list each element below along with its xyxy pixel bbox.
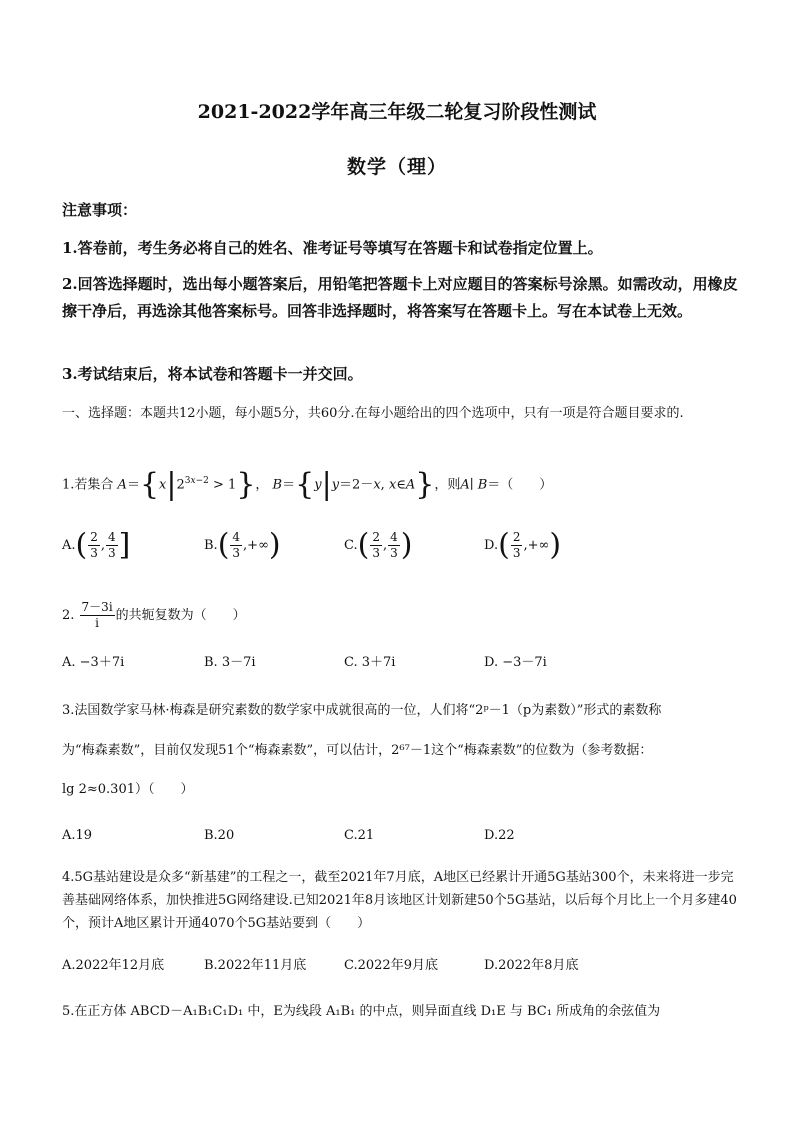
section-1-instructions: 一、选择题：本题共12小题，每小题5分，共60分.在每小题给出的四个选项中，只有一项是符合题目要求的. <box>62 406 684 421</box>
question-2: 2. $\frac{7-3i}{i}$ 的共轭复数为（ ） <box>62 600 246 630</box>
q1-blank: ＝（ ） <box>487 477 553 493</box>
q3-option-a: A.19 <box>62 828 93 843</box>
q3-line-1: 3.法国数学家马林·梅森是研究素数的数学家中成就很高的一位，人们将“2ᵖ－1（p为素数）”形式的素数称 <box>62 703 662 718</box>
q2-option-b: B. 3－7i <box>204 655 256 670</box>
q2-option-d: D. −3－7i <box>484 655 547 670</box>
q1-options <box>62 527 742 570</box>
question-1: 1.若集合 $A=\{x|2^{3x-2} > 1\}$， B＝{y|y＝2－x, x∈A}，则A∣ B＝（ ） <box>62 467 553 502</box>
note-1: 1.答卷前，考生务必将自己的姓名、准考证号等填写在答题卡和试卷指定位置上。 <box>62 239 603 257</box>
q3-option-c: C.21 <box>344 828 375 843</box>
q2-stem: 的共轭复数为（ ） <box>115 608 246 623</box>
note-3: 3.考试结束后，将本试卷和答题卡一并交回。 <box>62 365 363 383</box>
q2-option-a: A. −3＋7i <box>62 655 125 670</box>
q3-option-d: D.22 <box>484 828 515 843</box>
q3-line-3: lg 2≈0.301）（ ） <box>62 782 194 797</box>
q3-line-2: 为“梅森素数”，目前仅发现51个“梅森素数”，可以估计，2⁶⁷－1这个“梅森素数”的位数为（参考数据： <box>62 743 653 758</box>
question-4: 4.5G基站建设是众多“新基建”的工程之一，截至2021年7月底，A地区已经累计开通5G基站300个，未来将进一步完善基础网络体系，加快推进5G网络建设.已知2021年8月该地区计划新建50个5G基站，以后每个月比上一个月多建40个，预计A地区累计开通4070个5G基站要到（ ） <box>62 870 737 931</box>
q2-options <box>62 651 742 675</box>
note-2: 2.回答选择题时，选出每小题答案后，用铅笔把答题卡上对应题目的答案标号涂黑。如需改动，用橡皮擦干净后，再选涂其他答案标号。回答非选择题时，将答案写在答题卡上。写在本试卷上无效。 <box>62 275 738 320</box>
notes-heading: 注意事项： <box>62 201 138 219</box>
q1-prefix: 1.若集合 <box>62 477 114 493</box>
q4-options <box>62 954 742 978</box>
q3-options <box>62 828 742 852</box>
q4-option-c: C.2022年9月底 <box>344 958 438 973</box>
question-5: 5.在正方体 ABCD－A₁B₁C₁D₁ 中，E为线段 A₁B₁ 的中点，则异面直线 D₁E 与 BC₁ 所成角的余弦值为 <box>62 1004 661 1019</box>
q4-option-a: A.2022年12月底 <box>62 958 165 973</box>
subject-title: 数学（理） <box>346 156 447 178</box>
q2-option-c: C. 3＋7i <box>344 655 396 670</box>
q1-rest: ，则 <box>434 477 461 493</box>
q3-option-b: B.20 <box>204 828 235 843</box>
q1-option-b: B.( $\frac{4}{3}$ ,+∞) <box>204 527 281 563</box>
q1-option-a: A.( $\frac{2}{3}$ , $\frac{4}{3}$ ] <box>62 527 131 563</box>
q1-option-c: C.( $\frac{2}{3}$ , $\frac{4}{3}$ ) <box>344 527 413 563</box>
exam-title: 2021-2022学年高三年级二轮复习阶段性测试 <box>197 101 597 123</box>
q1-option-d: D.( $\frac{2}{3}$ ,+∞) <box>484 527 562 563</box>
q4-option-d: D.2022年8月底 <box>484 958 579 973</box>
q4-option-b: B.2022年11月底 <box>204 958 307 973</box>
